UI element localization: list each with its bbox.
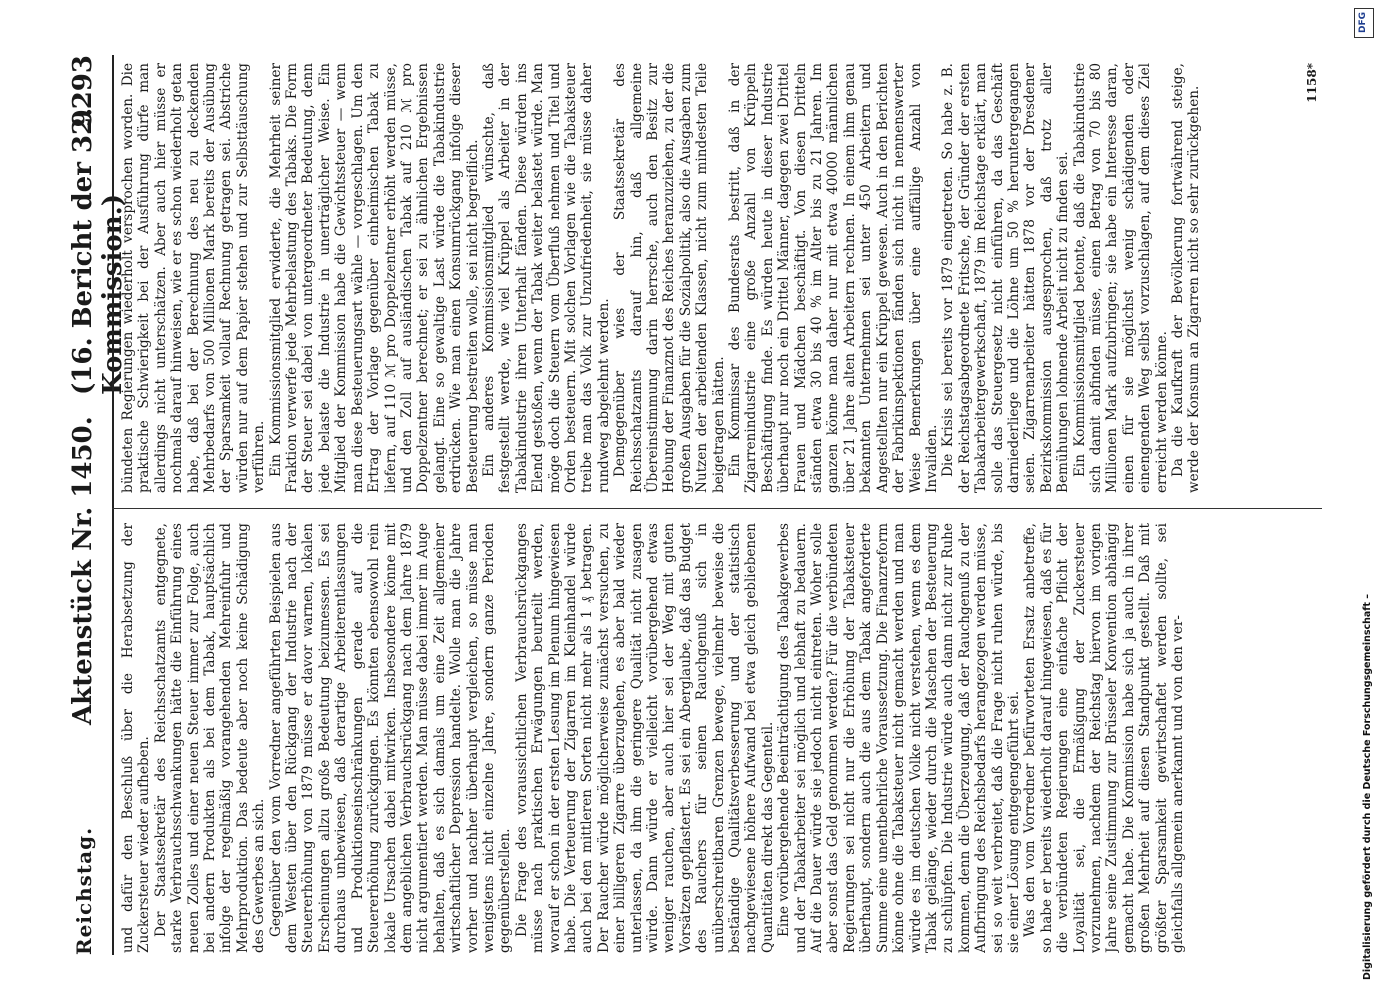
paragraph: bündeten Regierungen wiederholt versprochen worden. Die praktische Schwierigkeit bei der Ausführung dürfe man allerdings nicht unterschätzen. Aber auch hier müsse er nochmals darauf hinweisen, wie er es schon wiederholt getan habe, daß bei der Berechnung des neu zu deckenden Mehrbedarfs von 500 Millionen Mark bereits der Ausübung der Sparsamkeit vollauf Rechnung getragen sei. Abstriche würden nur auf dem Papier stehen und zur Selbsttäuschung verführen. (120, 63, 268, 493)
paragraph: Ein anderes Kommissionsmitglied wünschte, daß festgestellt werde, wie viel Krüppel als Arbeiter in der Tabakindustrie ihren Unterhalt fänden. Diese würden ins Elend gestoßen, wenn der Tabak weiter belastet würde. Man möge doch die Steuern vom Überfluß nehmen und Titel und Orden besteuern. Mit solchen Vorlagen wie die Tabaksteuer treibe man das Volk zur Unzufriedenheit, sie müsse daher rundweg abgelehnt werden. (480, 63, 612, 493)
paragraph: Der Staatssekretär des Reichsschatzamts entgegnete, starke Verbrauchsschwankungen hätte die Einführung eines neuen Zolles und einer neuen Steuer immer zur Folge, auch bei andern Produkten als bei dem Tabak, hauptsächlich infolge der regelmäßig vorangehenden Mehreinfuhr und Mehrproduktion. Das bedeute aber noch keine Schädigung des Gewerbes an sich. (152, 523, 268, 953)
left-column (120, 523, 1300, 953)
paragraph: Demgegenüber wies der Staatssekretär des Reichsschatzamts darauf hin, daß allgemeine Übereinstimmung darin herrsche, auch den Besitz zur Hebung der Finanznot des Reiches heranzuziehen, zu der die großen Ausgaben für die Sozialpolitik, also die Ausgaben zum Nutzen der arbeitenden Klassen, nicht zum mindesten Teile beigetragen hätten. (612, 63, 727, 493)
paragraph: Gegenüber den vom Vorredner angeführten Beispielen aus dem Westen über den Rückgang der Industrie nach der Steuererhöhung von 1879 müsse er davor warnen, lokalen Erscheinungen allzu große Bedeutung beizumessen. Es sei durchaus unbewiesen, daß derartige Arbeiterentlassungen und Produktionseinschränkungen gerade auf die Steuererhöhung zurückgingen. Es könnten ebensowohl rein lokale Ursachen dabei mitwirken. Insbesondere könne mit dem angeblichen Verbrauchsrückgang nach dem Jahre 1879 nicht argumentiert werden. Man müsse dabei immer im Auge behalten, daß es sich damals um eine Zeit allgemeiner wirtschaftlicher Depression handelte. Wolle man die Jahre vorher und nachher überhaupt vergleichen, so müsse man wenigstens nicht einzelne Jahre, sondern ganze Perioden gegenüberstellen. (267, 523, 514, 953)
digitization-credit: Digitalisierung gefördert durch die Deutsche Forschungsgemeinschaft – (1362, 593, 1373, 980)
dfg-logo-text: DFG (1358, 11, 1368, 33)
header-rule (112, 55, 114, 955)
header-left: Reichstag. (72, 826, 96, 955)
document-page (60, 55, 1330, 955)
header-center-right: (16. Bericht der 32. Kommission.) (68, 107, 128, 395)
paragraph: Die Frage des voraussichtlichen Verbrauchsrückganges müsse nach praktischen Erwägungen beurteilt werden, worauf er schon in der ersten Lesung im Plenum hingewiesen habe. Die Verteuerung der Zigarren im Kleinhandel würde auch bei den mittleren Sorten nicht mehr als 1 ₰ betragen. Der Raucher würde möglicherweise zunächst versuchen, zu einer billigeren Zigarre überzugehen, es aber bald wieder unterlassen, da ihm die geringere Qualität nicht zusagen würde. Dann würde er vielleicht vorübergehend etwas weniger rauchen, aber auch hier sei der Weg mit guten Vorsätzen gepflastert. Es sei ein Aberglaube, daß das Budget des Rauchers für seinen Rauchgenuß sich in unüberschreitbaren Grenzen bewege, vielmehr beweise die beständige Qualitätsverbesserung und der statistisch nachgewiesene höhere Aufwand bei etwa gleich gebliebenen Quantitäten direkt das Gegenteil. (513, 523, 776, 953)
dfg-logo (1354, 8, 1374, 38)
paragraph: Die Krisis sei bereits vor 1879 eingetreten. So habe z. B. der Reichstagsabgeordnete Fritsche, der Gründer der ersten Tabakarbeitergewerkschaft, 1879 im Reichstage erklärt, man solle das Steuergesetz nicht einführen, da das Geschäft darniederliege und die Löhne um 50 % heruntergegangen seien. Zigarrenarbeiter hätten 1878 vor der Dresdener Bezirkskommission ausgesprochen, daß trotz aller Bemühungen lohnende Arbeit nicht zu finden sei. (940, 63, 1072, 493)
column-divider (112, 508, 1322, 509)
paragraph: und dafür den Beschluß über die Herabsetzung der Zuckersteuer wieder aufheben. (120, 523, 153, 953)
paragraph: Eine vorübergehende Beeinträchtigung des Tabakgewerbes und der Tabakarbeiter sei möglich und lebhaft zu bedauern. Auf die Dauer würde sie jedoch nicht eintreten. Woher solle aber sonst das Geld genommen werden? Für die verbündeten Regierungen sei nicht nur die Erhöhung der Tabaksteuer überhaupt, sondern auch die aus dem Tabak angeforderte Summe eine unentbehrliche Voraussetzung. Die Finanzreform könne ohne die Tabaksteuer nicht gemacht werden und man würde es im deutschen Volke nicht verstehen, wenn es dem Tabak gelänge, wieder durch die Maschen der Besteuerung zu schlüpfen. Die Industrie würde auch dann nicht zur Ruhe kommen, denn die Überzeugung, daß der Rauchgenuß zu der Aufbringung des Reichsbedarfs herangezogen werden müsse, sei so weit verbreitet, daß die Frage nicht ruhen würde, bis sie einer Lösung entgegengeführt sei. (776, 523, 1022, 953)
paragraph: Ein Kommissar des Bundesrats bestritt, daß in der Zigarrenindustrie eine große Anzahl von Krüppeln Beschäftigung finde. Es würden heute in dieser Industrie überhaupt nur noch ein Drittel Männer, dagegen zwei Drittel Frauen und Mädchen beschäftigt. Von diesen Dritteln ständen etwa 30 bis 40 % im Alter bis zu 21 Jahren. Im ganzen könne man daher nur mit etwa 40000 männlichen über 21 Jahre alten Arbeitern rechnen. In einem ihm genau bekannten Unternehmen sei unter 450 Arbeitern und Angestellten nur ein Krüppel gewesen. Auch in den Berichten der Fabrikinspektionen fänden sich nicht in nennenswerter Weise Bemerkungen über eine auffällige Anzahl von Invaliden. (727, 63, 940, 493)
right-column (120, 63, 1300, 493)
paragraph: Ein Kommissionsmitglied erwiderte, die Mehrheit seiner Fraktion verwerfe jede Mehrbelastung des Tabaks. Die Form der Steuer sei dabei von untergeordneter Bedeutung, denn jede belaste die Industrie in unerträglicher Weise. Ein Mitglied der Kommission habe die Gewichtssteuer — wenn man diese Besteuerungsart wähle — vorgeschlagen. Um den Ertrag der Vorlage gegenüber einheimischen Tabak zu liefern, auf 110 ℳ pro Doppelzentner erhöht werden müsse, und den Zoll auf ausländischen Tabak auf 210 ℳ pro Doppelzentner berechnet; er sei zu ähnlichen Ergebnissen gelangt. Eine so gewaltige Last würde die Tabakindustrie erdrücken. Wie man einen Konsumrückgang infolge dieser Besteuerung bestreiten wolle, sei nicht begreiflich. (267, 63, 481, 493)
page-number: 9293 (68, 55, 98, 128)
header-center: Aktenstück Nr. 1450. (68, 416, 98, 725)
paragraph: Da die Kaufkraft der Bevölkerung fortwährend steige, werde der Konsum an Zigarren nicht so sehr zurückgehen. (1170, 63, 1203, 493)
paragraph: Was den vom Vorredner befürworteten Ersatz anbetreffe, so habe er bereits wiederholt darauf hingewiesen, daß es für die verbündeten Regierungen eine einfache Pflicht der Loyalität sei, die Ermäßigung der Zuckersteuer vorzunehmen, nachdem der Reichstag hiervon im vorigen Jahre seine Zustimmung zur Brüsseler Konvention abhängig gemacht habe. Die Kommission habe sich ja auch in ihrer großen Mehrheit auf diesen Standpunkt gestellt. Daß mit größter Sparsamkeit gewirtschaftet werden sollte, sei gleichfalls allgemein anerkannt und von den ver- (1022, 523, 1186, 953)
paragraph: Ein Kommissionsmitglied betonte, daß die Tabakindustrie sich damit abfinden müsse, einen Betrag von 70 bis 80 Millionen Mark aufzubringen; sie habe ein Interesse daran, einen für sie möglichst wenig schädigenden oder einengenden Weg selbst vorzuschlagen, auf dem dieses Ziel erreicht werden könne. (1071, 63, 1170, 493)
page-footer-mark: 1158* (1305, 63, 1319, 103)
page-header (60, 55, 128, 955)
